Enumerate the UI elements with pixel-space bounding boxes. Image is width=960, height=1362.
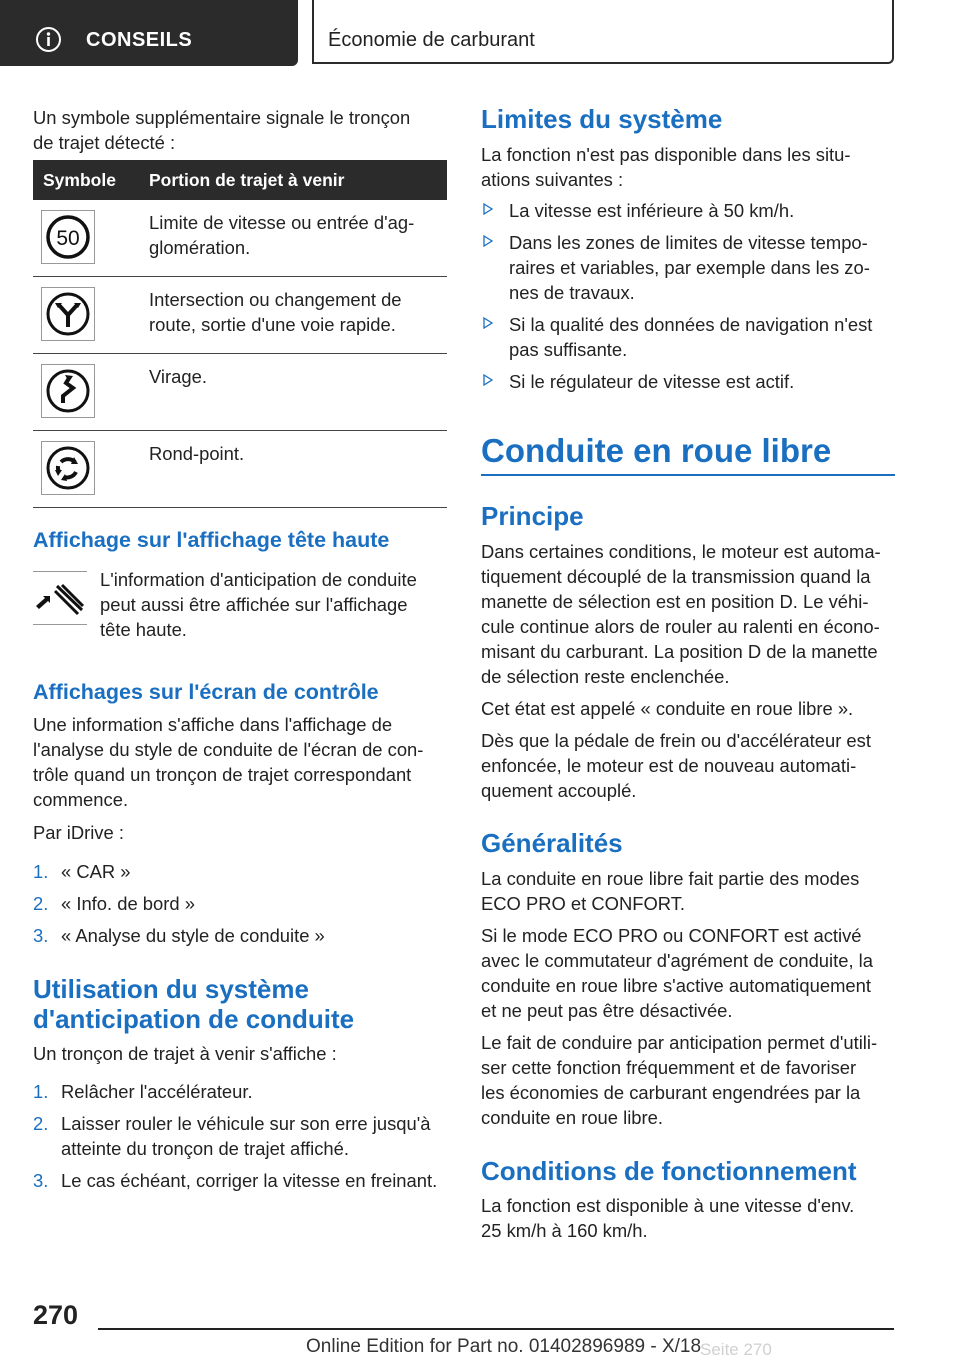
list-item: Dans les zones de limites de vitesse tempo- raires et variables, par exemple dans les zo- nes de travaux. xyxy=(481,230,895,305)
list-item: Si la qualité des données de navigation n'est pas suffisante. xyxy=(481,312,895,362)
coasting-rule xyxy=(481,474,895,476)
limits-bullets xyxy=(481,198,895,394)
principle-heading: Principe xyxy=(481,501,584,531)
control-text: Une information s'affiche dans l'affichage de l'analyse du style de conduite de l'écran de con- trôle quand un tronçon de trajet correspondant commence. xyxy=(33,714,424,810)
footer-rule xyxy=(98,1328,894,1330)
usage-heading: Utilisation du système d'anticipation de conduite xyxy=(33,974,355,1034)
conditions-heading: Conditions de fonctionnement xyxy=(481,1156,857,1186)
list-item: 1. « CAR » xyxy=(33,861,131,882)
list-item: 1. Relâcher l'accélérateur. xyxy=(33,1081,253,1102)
info-icon xyxy=(35,26,62,53)
table-row: Virage. xyxy=(33,354,447,431)
edition-text: Online Edition for Part no. 01402896989 - X/18 xyxy=(306,1336,702,1357)
table-row: Intersection ou changement de route, sortie d'une voie rapide. xyxy=(33,277,447,354)
triangle-bullet-icon xyxy=(483,374,493,386)
usage-intro: Un tronçon de trajet à venir s'affiche : xyxy=(33,1043,337,1064)
control-heading: Affichages sur l'écran de contrôle xyxy=(33,680,379,704)
list-item: 2. Laisser rouler le véhicule sur son erre jusqu'à atteinte du tronçon de trajet affiché. xyxy=(33,1113,431,1159)
list-item: La vitesse est inférieure à 50 km/h. xyxy=(481,198,895,223)
idrive-steps xyxy=(33,859,447,948)
principle-text: Dans certaines conditions, le moteur est automa- tiquement découplé de la transmission quand la manette de sélection est en position D. Le véhi- cule continue alors de rouler au ralenti en écono- misant du carburant. La position D de la manette de sélection reste enclenchée. Cet état est appelé « conduite en roue libre ». Dès que la pédale de frein ou d'accélérateur est enfoncée, le moteur est de nouveau automati- quement accouplé. xyxy=(481,541,881,801)
watermark-text: Seite 270 xyxy=(700,1340,772,1359)
page-number: 270 xyxy=(33,1300,79,1330)
general-text: La conduite en roue libre fait partie des modes ECO PRO et CONFORT. Si le mode ECO PRO ou CONFORT est activé avec le commutateur d'agrément de conduite, la conduite en roue libre s'active automatiquement et ne peut pas être désactivée. Le fait de conduire par anticipation permet d'utili- ser cette fonction fréquemment et de favoriser les économies de carburant engendrées par la conduite en roue libre. xyxy=(481,868,878,1128)
hud-heading: Affichage sur l'affichage tête haute xyxy=(33,528,390,552)
general-heading: Généralités xyxy=(481,828,623,858)
triangle-bullet-icon xyxy=(483,203,493,215)
curve-icon xyxy=(41,364,95,418)
idrive-label: Par iDrive : xyxy=(33,822,124,843)
conditions-text: La fonction est disponible à une vitesse d'env. 25 km/h à 160 km/h. xyxy=(481,1195,855,1241)
usage-steps xyxy=(33,1079,453,1193)
list-item: Si le régulateur de vitesse est actif. xyxy=(481,369,895,394)
triangle-bullet-icon xyxy=(483,317,493,329)
hud-text: L'information d'anticipation de conduite peut aussi être affichée sur l'affichage tête haute. xyxy=(100,569,417,640)
list-item: 3. Le cas échéant, corriger la vitesse en freinant. xyxy=(33,1170,438,1191)
speed-limit-50-icon xyxy=(41,210,95,264)
section-label: CONSEILS xyxy=(86,29,193,51)
symbol-table xyxy=(33,160,447,508)
limits-text: La fonction n'est pas disponible dans les situ- ations suivantes : xyxy=(481,144,851,190)
svg-text:50: 50 xyxy=(56,227,80,250)
coasting-title: Conduite en roue libre xyxy=(481,432,832,469)
section-tab xyxy=(0,0,298,66)
table-header-symbol: Symbole xyxy=(33,160,139,200)
limits-heading: Limites du système xyxy=(481,104,723,134)
table-row: 50 Limite de vitesse ou entrée d'ag- glomération. xyxy=(33,200,447,277)
intro-text: Un symbole supplémentaire signale le tronçon de trajet détecté : xyxy=(33,107,411,153)
list-item: 2. « Info. de bord » xyxy=(33,893,195,914)
table-row: Rond-point. xyxy=(33,431,447,508)
triangle-bullet-icon xyxy=(483,235,493,247)
intersection-icon xyxy=(41,287,95,341)
roundabout-icon xyxy=(41,441,95,495)
chapter-title: Économie de carburant xyxy=(328,29,535,51)
table-header-portion: Portion de trajet à venir xyxy=(139,160,447,200)
head-up-display-icon xyxy=(33,571,87,625)
chapter-header xyxy=(312,0,894,64)
list-item: 3. « Analyse du style de conduite » xyxy=(33,925,325,946)
